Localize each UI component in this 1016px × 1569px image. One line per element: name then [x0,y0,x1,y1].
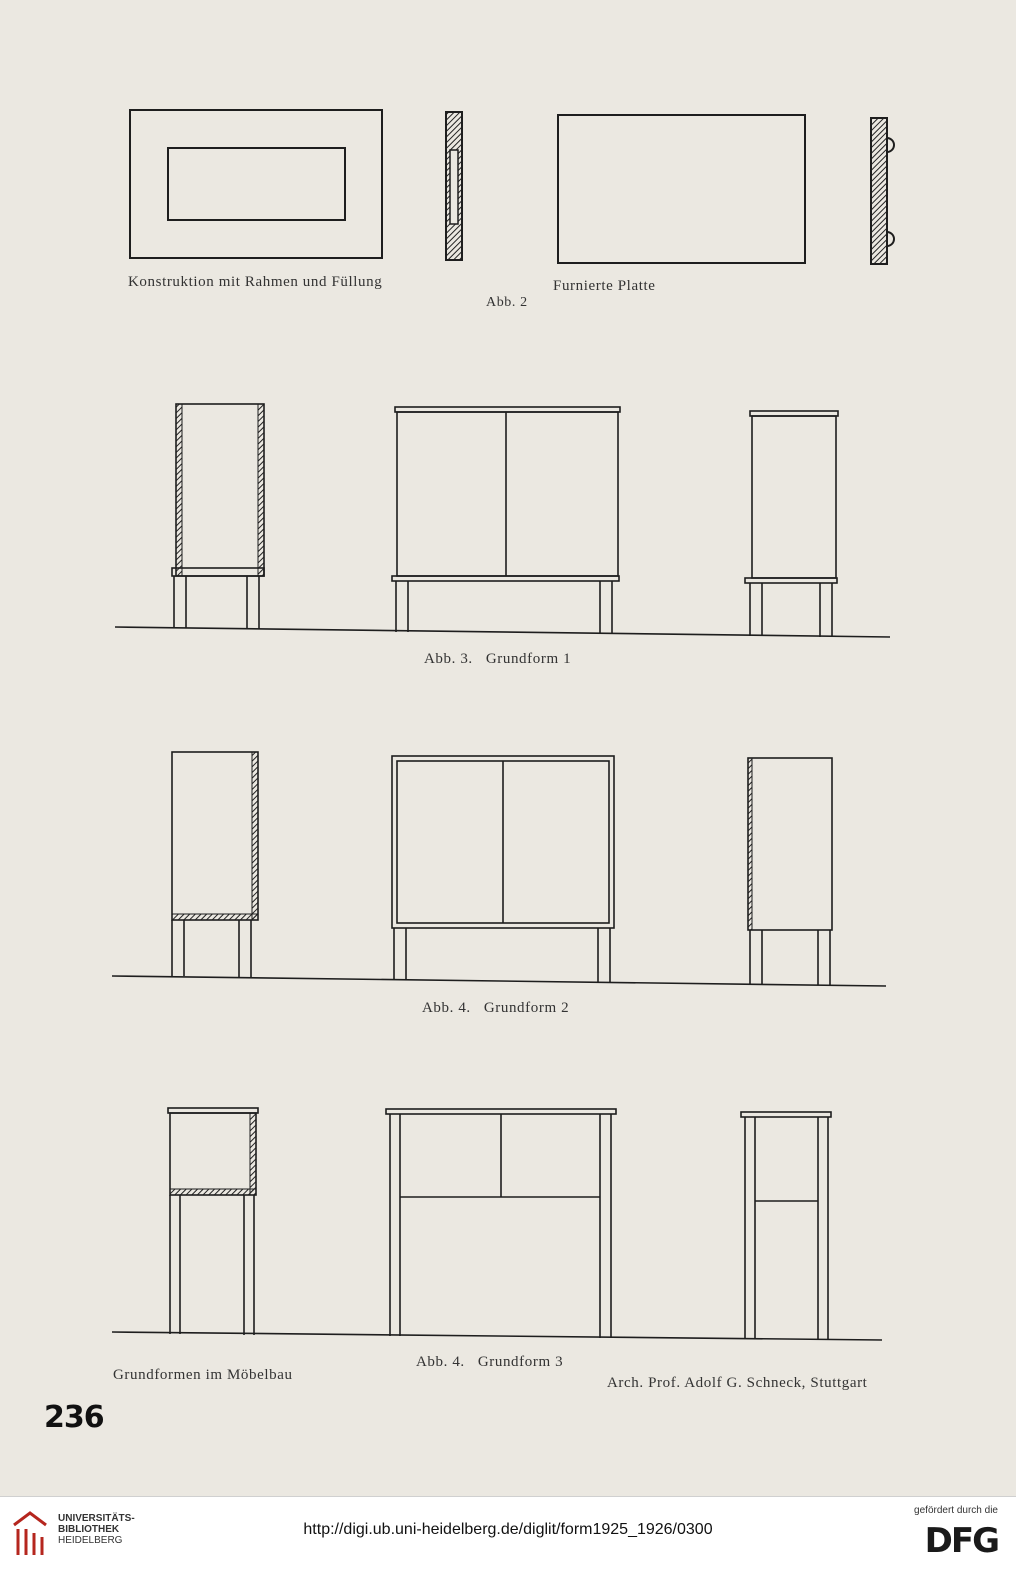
footer-right-credit: Arch. Prof. Adolf G. Schneck, Stuttgart [607,1375,868,1391]
dfg-logo[interactable]: DFG [924,1521,998,1561]
frame-panel-section [446,112,462,260]
frame-panel-drawing [130,110,382,258]
library-line-2: BIBLIOTHEK [58,1524,120,1535]
grundform-3-drawing [112,1108,882,1340]
veneered-panel-section [871,118,894,264]
grundform-1-drawing [115,404,890,637]
caption-abb-4-grundform-2: Abb. 4. Grundform 2 [422,1000,570,1016]
caption-abb-2: Abb. 2 [486,295,528,310]
caption-frame-construction: Konstruktion mit Rahmen und Füllung [128,274,383,290]
grundform-2-drawing [112,752,886,986]
caption-veneered-panel: Furnierte Platte [553,278,656,294]
page-number: 236 [44,1400,104,1435]
permalink-url[interactable]: http://digi.ub.uni-heidelberg.de/diglit/form1925_1926/0300 [303,1521,713,1538]
caption-abb-3: Abb. 3. Grundform 1 [424,651,572,667]
library-line-1: UNIVERSITÄTS- [58,1513,135,1524]
digitization-footer [0,1496,1016,1569]
veneered-panel-drawing [558,115,805,263]
library-line-3: HEIDELBERG [58,1535,123,1546]
caption-abb-4-grundform-3: Abb. 4. Grundform 3 [416,1354,564,1370]
footer-left-title: Grundformen im Möbelbau [113,1367,293,1383]
funding-note: gefördert durch die [914,1505,998,1516]
